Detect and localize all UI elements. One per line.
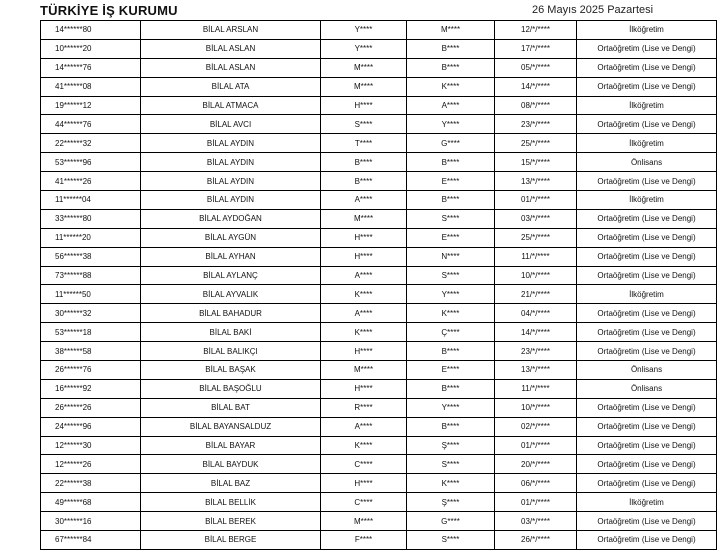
birth-date-cell: 26/*/**** xyxy=(495,531,577,550)
id-cell: 24******96 xyxy=(41,417,141,436)
table-row xyxy=(41,191,717,210)
id-cell: 12******30 xyxy=(41,436,141,455)
name-cell: BİLAL BELLİK xyxy=(141,493,321,512)
education-cell: Ortaöğretim (Lise ve Dengi) xyxy=(577,39,717,58)
education-cell: Ortaöğretim (Lise ve Dengi) xyxy=(577,172,717,191)
name-cell: BİLAL AYDIN xyxy=(141,134,321,153)
birth-date-cell: 13/*/**** xyxy=(495,361,577,380)
id-cell: 14******80 xyxy=(41,21,141,40)
table-row xyxy=(41,474,717,493)
father-name-cell: K**** xyxy=(321,436,407,455)
birth-date-cell: 03/*/**** xyxy=(495,209,577,228)
birth-date-cell: 04/*/**** xyxy=(495,304,577,323)
id-cell: 22******32 xyxy=(41,134,141,153)
father-name-cell: A**** xyxy=(321,266,407,285)
mother-name-cell: E**** xyxy=(407,361,495,380)
birth-date-cell: 25/*/**** xyxy=(495,134,577,153)
father-name-cell: M**** xyxy=(321,58,407,77)
birth-date-cell: 21/*/**** xyxy=(495,285,577,304)
name-cell: BİLAL ARSLAN xyxy=(141,21,321,40)
page-header xyxy=(0,0,720,20)
id-cell: 44******76 xyxy=(41,115,141,134)
mother-name-cell: Ş**** xyxy=(407,493,495,512)
birth-date-cell: 23/*/**** xyxy=(495,342,577,361)
table-row xyxy=(41,58,717,77)
name-cell: BİLAL AVCI xyxy=(141,115,321,134)
name-cell: BİLAL BAHADUR xyxy=(141,304,321,323)
father-name-cell: R**** xyxy=(321,398,407,417)
mother-name-cell: B**** xyxy=(407,417,495,436)
education-cell: Ortaöğretim (Lise ve Dengi) xyxy=(577,228,717,247)
birth-date-cell: 15/*/**** xyxy=(495,153,577,172)
mother-name-cell: B**** xyxy=(407,342,495,361)
father-name-cell: H**** xyxy=(321,247,407,266)
father-name-cell: A**** xyxy=(321,417,407,436)
table-row xyxy=(41,323,717,342)
table-row xyxy=(41,115,717,134)
education-cell: İlköğretim xyxy=(577,21,717,40)
table-row xyxy=(41,247,717,266)
table-row xyxy=(41,417,717,436)
mother-name-cell: M**** xyxy=(407,21,495,40)
id-cell: 11******20 xyxy=(41,228,141,247)
table-row xyxy=(41,455,717,474)
father-name-cell: M**** xyxy=(321,209,407,228)
father-name-cell: T**** xyxy=(321,134,407,153)
name-cell: BİLAL ATA xyxy=(141,77,321,96)
name-cell: BİLAL AYDIN xyxy=(141,153,321,172)
id-cell: 53******96 xyxy=(41,153,141,172)
education-cell: Ortaöğretim (Lise ve Dengi) xyxy=(577,455,717,474)
father-name-cell: H**** xyxy=(321,96,407,115)
education-cell: Ortaöğretim (Lise ve Dengi) xyxy=(577,323,717,342)
name-cell: BİLAL BERGE xyxy=(141,531,321,550)
table-row xyxy=(41,209,717,228)
father-name-cell: B**** xyxy=(321,153,407,172)
mother-name-cell: K**** xyxy=(407,474,495,493)
birth-date-cell: 17/*/**** xyxy=(495,39,577,58)
birth-date-cell: 12/*/**** xyxy=(495,21,577,40)
applicant-table xyxy=(40,20,717,550)
mother-name-cell: S**** xyxy=(407,209,495,228)
birth-date-cell: 23/*/**** xyxy=(495,115,577,134)
name-cell: BİLAL BEREK xyxy=(141,512,321,531)
table-row xyxy=(41,342,717,361)
name-cell: BİLAL AYGÜN xyxy=(141,228,321,247)
table-row xyxy=(41,361,717,380)
name-cell: BİLAL ASLAN xyxy=(141,58,321,77)
table-row xyxy=(41,21,717,40)
father-name-cell: B**** xyxy=(321,172,407,191)
mother-name-cell: B**** xyxy=(407,153,495,172)
name-cell: BİLAL BAYDUK xyxy=(141,455,321,474)
name-cell: BİLAL AYDIN xyxy=(141,172,321,191)
father-name-cell: Y**** xyxy=(321,21,407,40)
id-cell: 67******84 xyxy=(41,531,141,550)
father-name-cell: C**** xyxy=(321,455,407,474)
id-cell: 11******04 xyxy=(41,191,141,210)
table-row xyxy=(41,436,717,455)
birth-date-cell: 10/*/**** xyxy=(495,266,577,285)
father-name-cell: H**** xyxy=(321,379,407,398)
education-cell: Ortaöğretim (Lise ve Dengi) xyxy=(577,266,717,285)
birth-date-cell: 05/*/**** xyxy=(495,58,577,77)
name-cell: BİLAL BAT xyxy=(141,398,321,417)
education-cell: İlköğretim xyxy=(577,134,717,153)
mother-name-cell: B**** xyxy=(407,39,495,58)
education-cell: Önlisans xyxy=(577,153,717,172)
table-row xyxy=(41,379,717,398)
table-row xyxy=(41,96,717,115)
education-cell: Önlisans xyxy=(577,361,717,380)
education-cell: Ortaöğretim (Lise ve Dengi) xyxy=(577,512,717,531)
mother-name-cell: N**** xyxy=(407,247,495,266)
name-cell: BİLAL ASLAN xyxy=(141,39,321,58)
birth-date-cell: 11/*/**** xyxy=(495,247,577,266)
education-cell: Ortaöğretim (Lise ve Dengi) xyxy=(577,247,717,266)
birth-date-cell: 01/*/**** xyxy=(495,436,577,455)
id-cell: 10******20 xyxy=(41,39,141,58)
father-name-cell: A**** xyxy=(321,304,407,323)
mother-name-cell: Ş**** xyxy=(407,436,495,455)
mother-name-cell: E**** xyxy=(407,172,495,191)
birth-date-cell: 02/*/**** xyxy=(495,417,577,436)
mother-name-cell: Ç**** xyxy=(407,323,495,342)
father-name-cell: K**** xyxy=(321,285,407,304)
education-cell: Ortaöğretim (Lise ve Dengi) xyxy=(577,531,717,550)
mother-name-cell: K**** xyxy=(407,304,495,323)
father-name-cell: M**** xyxy=(321,361,407,380)
mother-name-cell: B**** xyxy=(407,379,495,398)
education-cell: İlköğretim xyxy=(577,96,717,115)
birth-date-cell: 14/*/**** xyxy=(495,323,577,342)
table-row xyxy=(41,398,717,417)
name-cell: BİLAL AYHAN xyxy=(141,247,321,266)
birth-date-cell: 20/*/**** xyxy=(495,455,577,474)
id-cell: 19******12 xyxy=(41,96,141,115)
birth-date-cell: 06/*/**** xyxy=(495,474,577,493)
table-row xyxy=(41,512,717,531)
id-cell: 16******92 xyxy=(41,379,141,398)
birth-date-cell: 25/*/**** xyxy=(495,228,577,247)
id-cell: 30******16 xyxy=(41,512,141,531)
father-name-cell: A**** xyxy=(321,191,407,210)
education-cell: Ortaöğretim (Lise ve Dengi) xyxy=(577,304,717,323)
father-name-cell: H**** xyxy=(321,228,407,247)
birth-date-cell: 01/*/**** xyxy=(495,493,577,512)
mother-name-cell: S**** xyxy=(407,455,495,474)
education-cell: Ortaöğretim (Lise ve Dengi) xyxy=(577,115,717,134)
birth-date-cell: 08/*/**** xyxy=(495,96,577,115)
mother-name-cell: Y**** xyxy=(407,398,495,417)
father-name-cell: Y**** xyxy=(321,39,407,58)
mother-name-cell: B**** xyxy=(407,58,495,77)
birth-date-cell: 10/*/**** xyxy=(495,398,577,417)
id-cell: 41******08 xyxy=(41,77,141,96)
father-name-cell: H**** xyxy=(321,342,407,361)
birth-date-cell: 01/*/**** xyxy=(495,191,577,210)
name-cell: BİLAL BAYANSALDUZ xyxy=(141,417,321,436)
name-cell: BİLAL BAŞOĞLU xyxy=(141,379,321,398)
mother-name-cell: Y**** xyxy=(407,285,495,304)
mother-name-cell: G**** xyxy=(407,134,495,153)
id-cell: 56******38 xyxy=(41,247,141,266)
education-cell: Ortaöğretim (Lise ve Dengi) xyxy=(577,417,717,436)
father-name-cell: M**** xyxy=(321,77,407,96)
name-cell: BİLAL AYDOĞAN xyxy=(141,209,321,228)
education-cell: İlköğretim xyxy=(577,191,717,210)
mother-name-cell: Y**** xyxy=(407,115,495,134)
table-row xyxy=(41,39,717,58)
id-cell: 33******80 xyxy=(41,209,141,228)
education-cell: Ortaöğretim (Lise ve Dengi) xyxy=(577,398,717,417)
name-cell: BİLAL BALIKÇI xyxy=(141,342,321,361)
mother-name-cell: S**** xyxy=(407,531,495,550)
table-row xyxy=(41,153,717,172)
father-name-cell: F**** xyxy=(321,531,407,550)
birth-date-cell: 03/*/**** xyxy=(495,512,577,531)
name-cell: BİLAL ATMACA xyxy=(141,96,321,115)
birth-date-cell: 14/*/**** xyxy=(495,77,577,96)
mother-name-cell: B**** xyxy=(407,191,495,210)
father-name-cell: C**** xyxy=(321,493,407,512)
id-cell: 49******68 xyxy=(41,493,141,512)
id-cell: 53******18 xyxy=(41,323,141,342)
father-name-cell: H**** xyxy=(321,474,407,493)
education-cell: Ortaöğretim (Lise ve Dengi) xyxy=(577,209,717,228)
table-row xyxy=(41,266,717,285)
organization-title: TÜRKİYE İŞ KURUMU xyxy=(40,3,178,18)
education-cell: Ortaöğretim (Lise ve Dengi) xyxy=(577,58,717,77)
id-cell: 26******26 xyxy=(41,398,141,417)
birth-date-cell: 13/*/**** xyxy=(495,172,577,191)
id-cell: 30******32 xyxy=(41,304,141,323)
table-row xyxy=(41,77,717,96)
name-cell: BİLAL BAŞAK xyxy=(141,361,321,380)
birth-date-cell: 11/*/**** xyxy=(495,379,577,398)
id-cell: 73******88 xyxy=(41,266,141,285)
id-cell: 26******76 xyxy=(41,361,141,380)
name-cell: BİLAL BAZ xyxy=(141,474,321,493)
name-cell: BİLAL AYLANÇ xyxy=(141,266,321,285)
father-name-cell: M**** xyxy=(321,512,407,531)
id-cell: 22******38 xyxy=(41,474,141,493)
education-cell: Ortaöğretim (Lise ve Dengi) xyxy=(577,77,717,96)
name-cell: BİLAL BAYAR xyxy=(141,436,321,455)
mother-name-cell: E**** xyxy=(407,228,495,247)
education-cell: Ortaöğretim (Lise ve Dengi) xyxy=(577,474,717,493)
table-row xyxy=(41,172,717,191)
mother-name-cell: S**** xyxy=(407,266,495,285)
education-cell: İlköğretim xyxy=(577,493,717,512)
table-row xyxy=(41,493,717,512)
father-name-cell: S**** xyxy=(321,115,407,134)
name-cell: BİLAL AYDIN xyxy=(141,191,321,210)
education-cell: Ortaöğretim (Lise ve Dengi) xyxy=(577,436,717,455)
id-cell: 38******58 xyxy=(41,342,141,361)
table-row xyxy=(41,304,717,323)
id-cell: 14******76 xyxy=(41,58,141,77)
education-cell: İlköğretim xyxy=(577,285,717,304)
id-cell: 41******26 xyxy=(41,172,141,191)
id-cell: 11******50 xyxy=(41,285,141,304)
mother-name-cell: A**** xyxy=(407,96,495,115)
table-body xyxy=(41,21,717,550)
table-row xyxy=(41,285,717,304)
mother-name-cell: G**** xyxy=(407,512,495,531)
education-cell: Önlisans xyxy=(577,379,717,398)
name-cell: BİLAL BAKİ xyxy=(141,323,321,342)
table-row xyxy=(41,134,717,153)
table-row xyxy=(41,228,717,247)
mother-name-cell: K**** xyxy=(407,77,495,96)
report-date: 26 Mayıs 2025 Pazartesi xyxy=(532,4,654,16)
name-cell: BİLAL AYVALIK xyxy=(141,285,321,304)
father-name-cell: K**** xyxy=(321,323,407,342)
education-cell: Ortaöğretim (Lise ve Dengi) xyxy=(577,342,717,361)
id-cell: 12******26 xyxy=(41,455,141,474)
